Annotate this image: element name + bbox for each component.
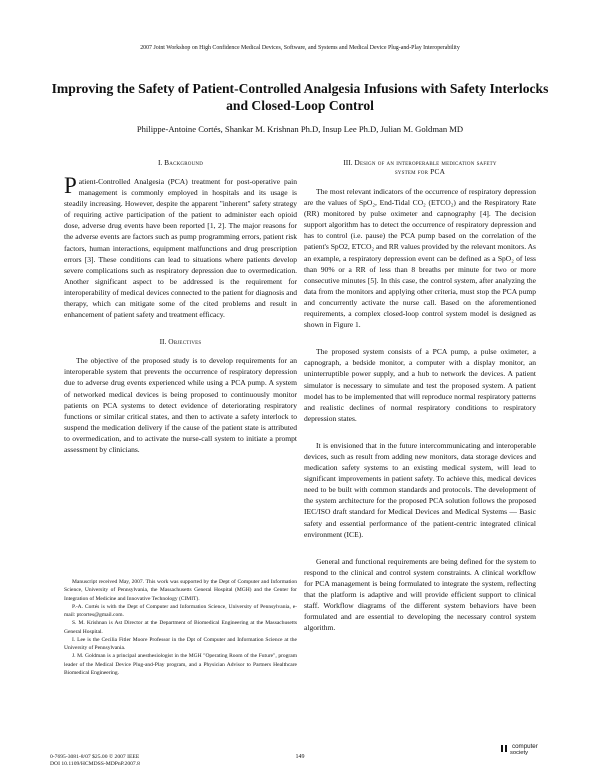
footnote-author-4: J. M. Goldman is a principal anesthesiologist in the MGH "Operating Room of the Future", program leader of the Medical Device Plug-and-Play program, and a Physician Advisor to Partners Healthcare Biomedical Engineering. xyxy=(64,653,297,676)
logo-text-computer: computer xyxy=(512,743,538,750)
design-paragraph-1: The most relevant indicators of the occurrence of respiratory depression are the values of SpO₂, End-Tidal CO₂ (ETCO₂) and the Respiratory Rate (RR) monitored by pulse oximeter and capnography [4]. The decision support algorithm has to detect the occurrence of respiratory depression and has to control (i.e. pause) the PCA pump based on the correlation of the patient's SpO2, ETCO₂ and RR values provided by the relevant monitors. As an example, a respiratory depression event can be defined as a SpO₂ of less than 90% or a RR of less than 8 breaths per minute for two or more consecutive minutes [5]. In this case, the control system, after analyzing the data from the monitors and applying other criteria, must stop the PCA pump and concurrently activate the nurse call. Based on the aforementioned requirements, a complex closed-loop control system model is designed as shown in Figure 1. xyxy=(304,187,536,330)
left-column xyxy=(64,158,297,455)
design-paragraph-3: It is envisioned that in the future intercommunicating and interoperable devices, such as result from adding new monitors, data storage devices and medication safety systems to an existing medical system, will lead to significant improvements in patient safety. To achieve this, medical devices need to be built with common standards and protocols. The development of the system architecture for the proposed PCA solution follows the proposed IEC/ISO draft standard for Medical Devices and Medical Systems — Basic safety and essential performance of the patient-centric integrated clinical environment (ICE). xyxy=(304,440,536,539)
objectives-paragraph: The objective of the proposed study is to develop requirements for an interoperable system that prevents the occurrence of respiratory depression due to adverse drug events experienced while using a PCA pump. A system of networked medical devices is being proposed to continuously monitor patients on PCA systems to detect evidence of deteriorating respiratory functions or similar critical states, and then to activate a safety interlock to suspend the medication delivery if the cause of the patient state is attributed to overmedication, and to activate the nurse-call system to initiate a prompt assessment by clinicians. xyxy=(64,356,297,454)
conference-header: 2007 Joint Workshop on High Confidence Medical Devices, Software, and Systems and Medical Device Plug-and-Play Interoperability xyxy=(140,45,460,51)
section-number: III. xyxy=(343,158,353,167)
drop-cap: P xyxy=(64,173,77,198)
background-paragraph xyxy=(64,173,297,320)
author-list: Philippe-Antoine Cortés, Shankar M. Krishnan Ph.D, Insup Lee Ph.D, Julian M. Goldman MD xyxy=(136,124,464,134)
design-paragraph-2: The proposed system consists of a PCA pump, a pulse oximeter, a capnograph, a bedside monitor, a computer with a display monitor, an uninterruptible power supply, and a hub to network the devices. A patient simulator is necessary to simulate and test the proposed system. A patient model has to be implemented that will reproduce normal respiratory patterns and realistic declines of normal respiratory conditions to respiratory depression states. xyxy=(304,347,536,423)
doi-line: DOI 10.1109/HCMDSS-MDPnP.2007.8 xyxy=(50,761,140,768)
right-column xyxy=(304,158,536,633)
section-heading-design xyxy=(304,158,536,176)
section-title-line1: Design of an interoperable medication safety xyxy=(354,158,497,167)
section-title: Background xyxy=(164,158,204,167)
section-title-line2: system for PCA xyxy=(394,167,446,176)
footnotes xyxy=(64,578,297,677)
footnote-author-1: P.-A. Cortés is with the Dept of Computer and Information Science, University of Pennsylvania, e-mail: ptcortes@gmail.com. xyxy=(64,603,297,618)
background-text: atient-Controlled Analgesia (PCA) treatment for post-operative pain management is commonly employed in hospitals and its usage is steadily increasing. However, despite the apparent "inherent" safety strategy of requiring active participation of the patient to administer each opioid dose, adverse drug events have been reported [1, 2]. The major reasons for the adverse events are factors such as pump programming errors, patient risk factors, human interactions, equipment malfunctions and drug prescription errors [3]. These conditions can lead to situations where patients develop severe complications such as respiratory depression due to overmedication. Another significant aspect to be addressed is the requirement for interoperability of medical devices connected to the patient for diagnosis and therapy, which can mitigate some of the cited problems and result in enhancement of patient safety and treatment efficacy. xyxy=(64,177,297,320)
section-heading-background xyxy=(64,158,297,167)
section-heading-objectives xyxy=(64,337,297,346)
footnote-funding: Manuscript received May, 2007. This work was supported by the Dept of Computer and Information Science, University of Pennsylvania, the Massachusetts General Hospital (MGH) and the Center for Integration of Medicine and Innovative Technology (CIMIT). xyxy=(64,579,297,602)
paper-title: Improving the Safety of Patient-Controlled Analgesia Infusions with Safety Interlocks and Closed-Loop Control xyxy=(51,81,549,113)
logo-text-society: society xyxy=(510,750,529,757)
design-paragraph-4: General and functional requirements are being defined for the system to respond to the clinical and control system constraints. A clinical workflow for PCA management is being formulated to integrate the system, reflecting that the platform is adaptive and will provide efficient support to clinical staff. Workflow diagrams of the different system behaviors have been formulated and are essential to developing the necessary control system algorithm. xyxy=(304,556,536,633)
computer-society-logo xyxy=(500,744,560,768)
section-number: I. xyxy=(157,158,163,167)
section-title: Objectives xyxy=(168,337,202,347)
page-number: 149 xyxy=(295,754,305,760)
logo-mark-icon xyxy=(500,744,512,754)
footnote-author-2: S. M. Krishnan is Ast Director at the Department of Biomedical Engineering at the Massachusetts General Hospital. xyxy=(64,620,297,635)
section-number: II. xyxy=(159,337,167,347)
footnote-author-3: I. Lee is the Cecilia Fitler Moore Professor in the Dpt of Computer and Information Science at the University of Pennsylvania. xyxy=(64,636,297,651)
isbn-line: 0-7695-3081-8/07 $25.00 © 2007 IEEE xyxy=(50,754,140,760)
